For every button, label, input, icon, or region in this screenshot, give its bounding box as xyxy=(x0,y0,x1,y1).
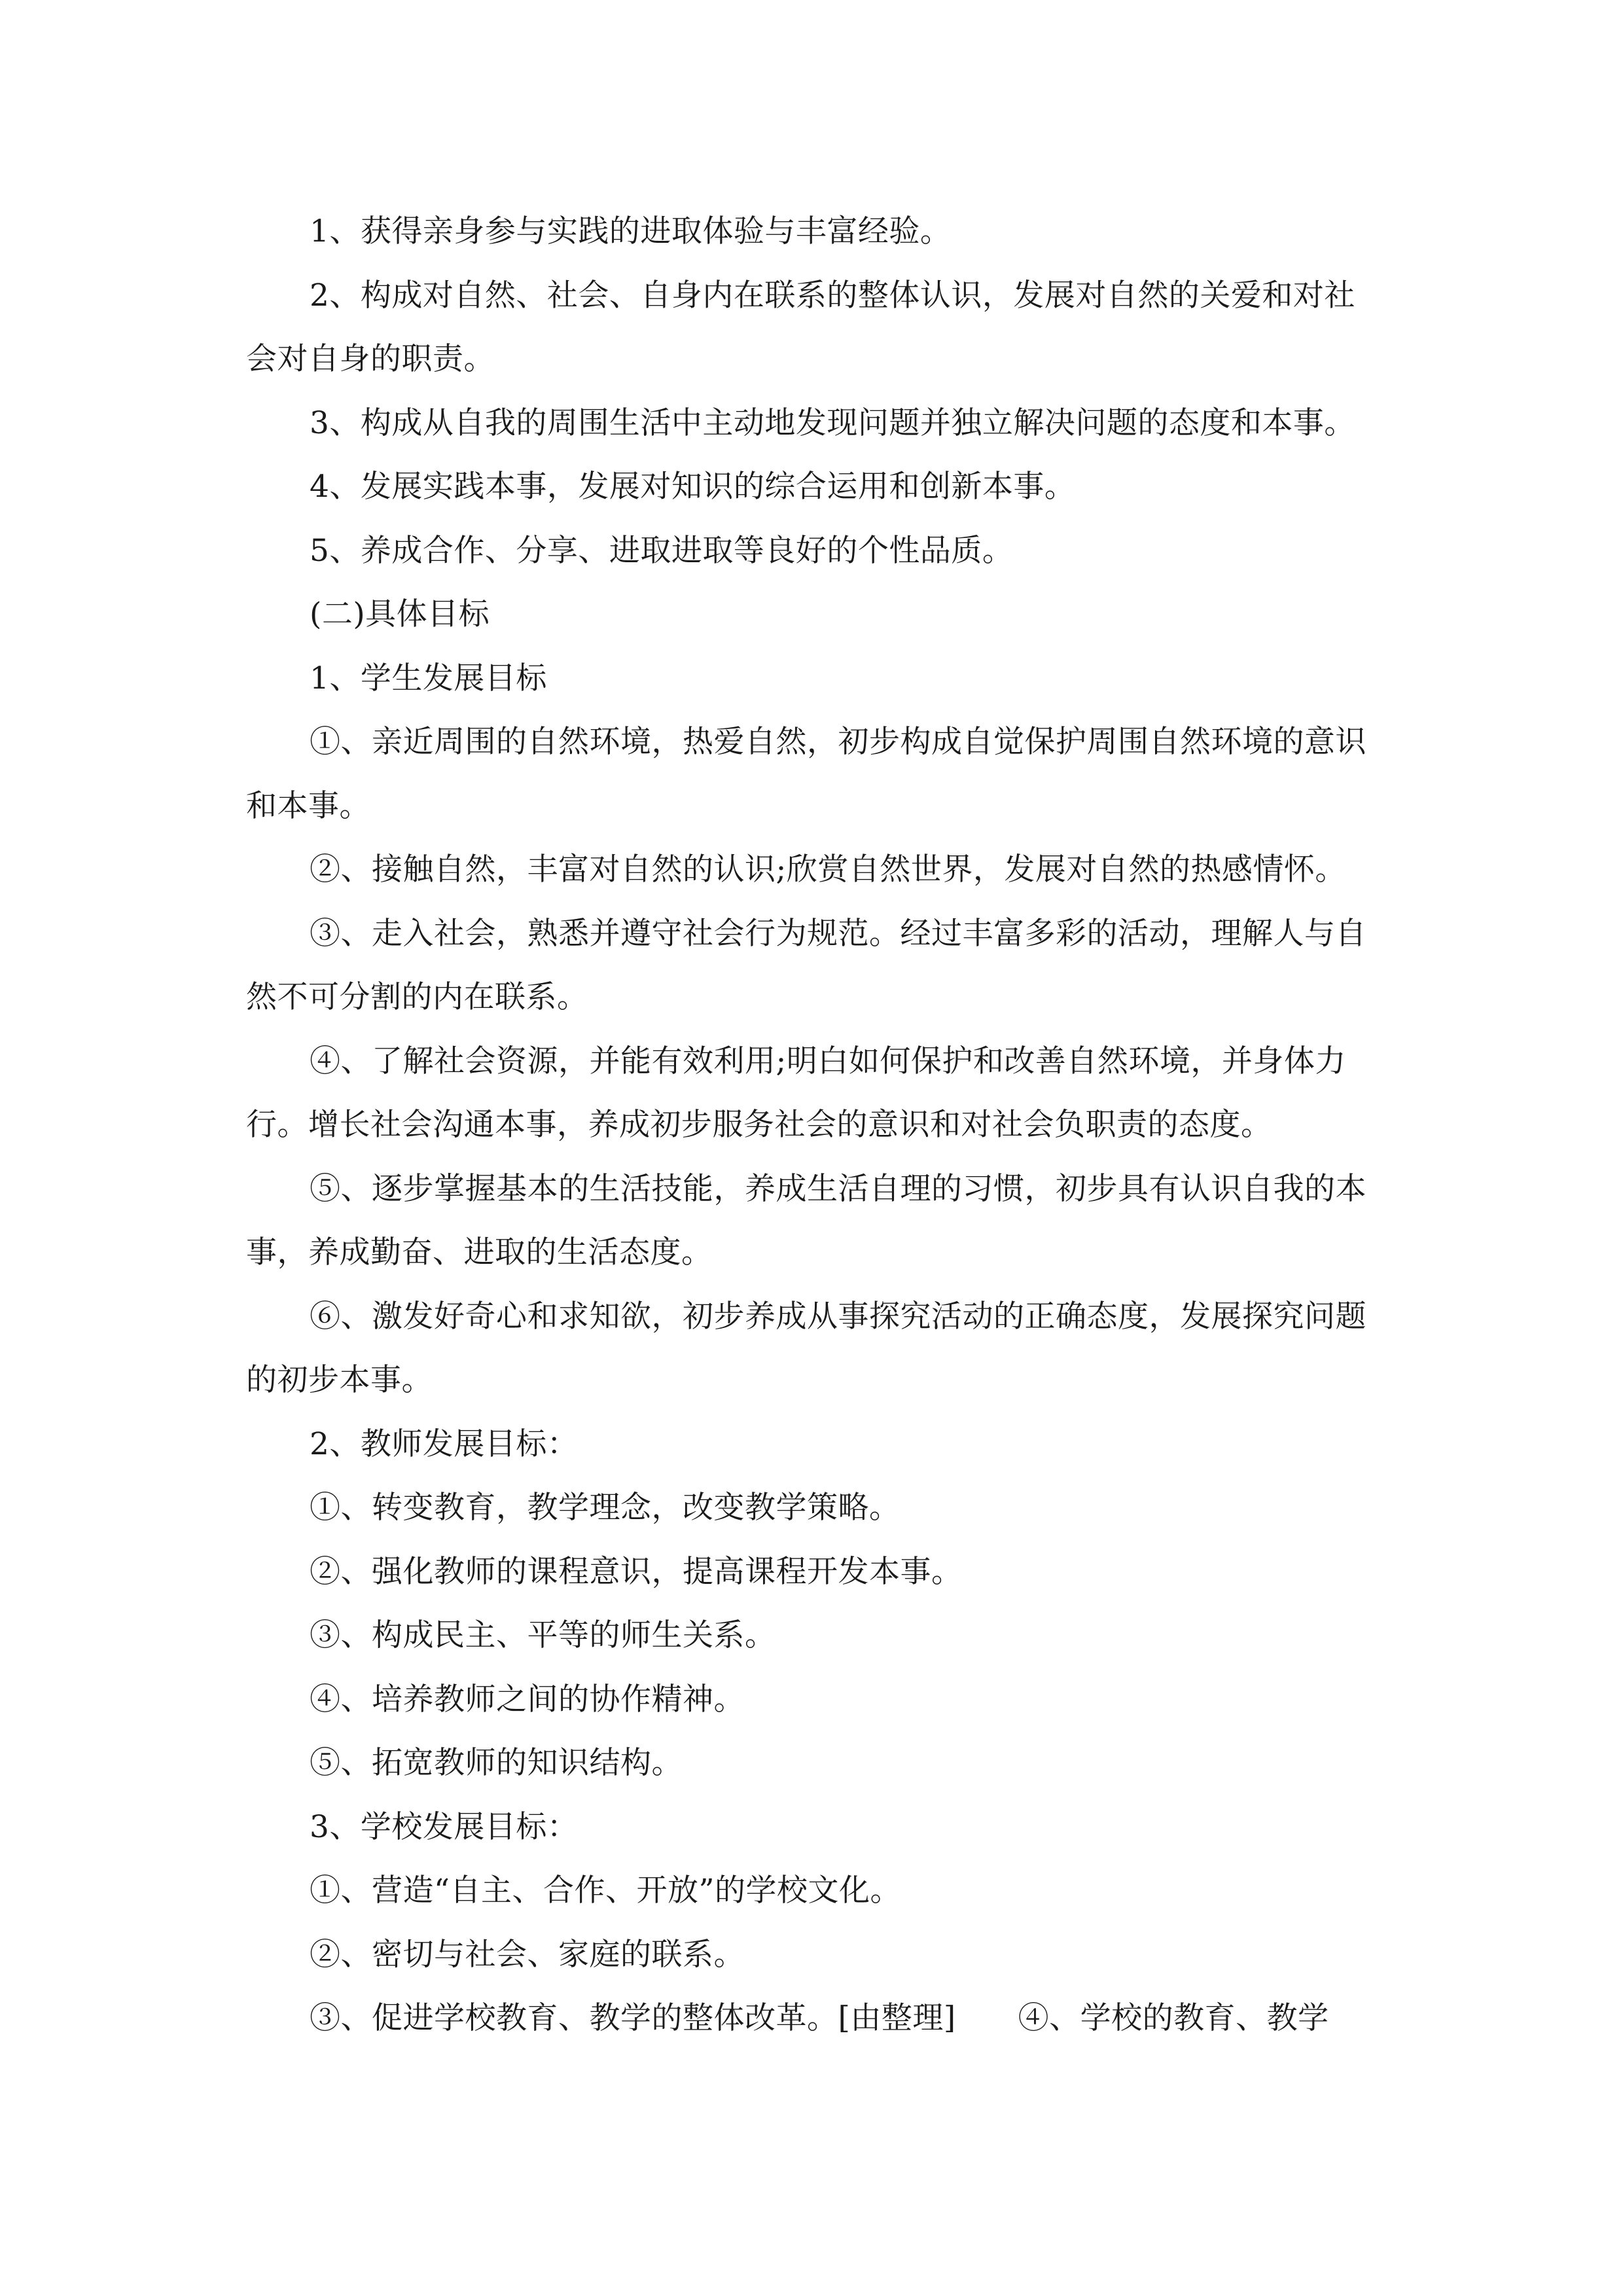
paragraph-goal-1: 1、获得亲身参与实践的进取体验与丰富经验。 xyxy=(310,213,952,249)
teacher-goal-1: ①、转变教育，教学理念，改变教学策略。 xyxy=(310,1490,901,1526)
teacher-goal-3: ③、构成民主、平等的师生关系。 xyxy=(310,1617,776,1653)
school-goal-3: ③、促进学校教育、教学的整体改革。[由整理] ④、学校的教育、教学 xyxy=(310,2000,1329,2036)
document-body xyxy=(246,200,1385,2051)
teacher-goal-2: ②、强化教师的课程意识，提高课程开发本事。 xyxy=(310,1553,963,1590)
student-goal-6: ⑥、激发好奇心和求知欲，初步养成从事探究活动的正确态度，发展探究问题的初步本事。 xyxy=(246,1298,1366,1398)
subheading-teacher-goals: 2、教师发展目标： xyxy=(310,1426,579,1462)
subheading-school-goals: 3、学校发展目标： xyxy=(310,1808,579,1845)
student-goal-4: ④、了解社会资源，并能有效利用;明白如何保护和改善自然环境，并身体力行。增长社会沟通本事，养成初步服务社会的意识和对社会负职责的态度。 xyxy=(246,1043,1346,1143)
student-goal-2: ②、接触自然，丰富对自然的认识;欣赏自然世界，发展对自然的热感情怀。 xyxy=(310,852,1346,888)
school-goal-1: ①、营造“自主、合作、开放”的学校文化。 xyxy=(310,1873,902,1909)
student-goal-3: ③、走入社会，熟悉并遵守社会行为规范。经过丰富多彩的活动，理解人与自然不可分割的内在联系。 xyxy=(246,915,1366,1015)
teacher-goal-5: ⑤、拓宽教师的知识结构。 xyxy=(310,1745,683,1781)
section-heading-specific-goals: (二)具体目标 xyxy=(310,596,490,632)
paragraph-goal-3: 3、构成从自我的周围生活中主动地发现问题并独立解决问题的态度和本事。 xyxy=(310,404,1355,441)
teacher-goal-4: ④、培养教师之间的协作精神。 xyxy=(310,1681,745,1717)
student-goal-5: ⑤、逐步掌握基本的生活技能，养成生活自理的习惯，初步具有认识自我的本事，养成勤奋、进取的生活态度。 xyxy=(246,1170,1366,1270)
school-goal-2: ②、密切与社会、家庭的联系。 xyxy=(310,1936,745,1973)
paragraph-goal-4: 4、发展实践本事，发展对知识的综合运用和创新本事。 xyxy=(310,469,1076,505)
subheading-student-goals: 1、学生发展目标 xyxy=(310,660,547,696)
paragraph-goal-2: 2、构成对自然、社会、自身内在联系的整体认识，发展对自然的关爱和对社会对自身的职责。 xyxy=(246,277,1355,377)
paragraph-goal-5: 5、养成合作、分享、进取进取等良好的个性品质。 xyxy=(310,532,1014,569)
student-goal-1: ①、亲近周围的自然环境，热爱自然，初步构成自觉保护周围自然环境的意识和本事。 xyxy=(246,724,1366,824)
